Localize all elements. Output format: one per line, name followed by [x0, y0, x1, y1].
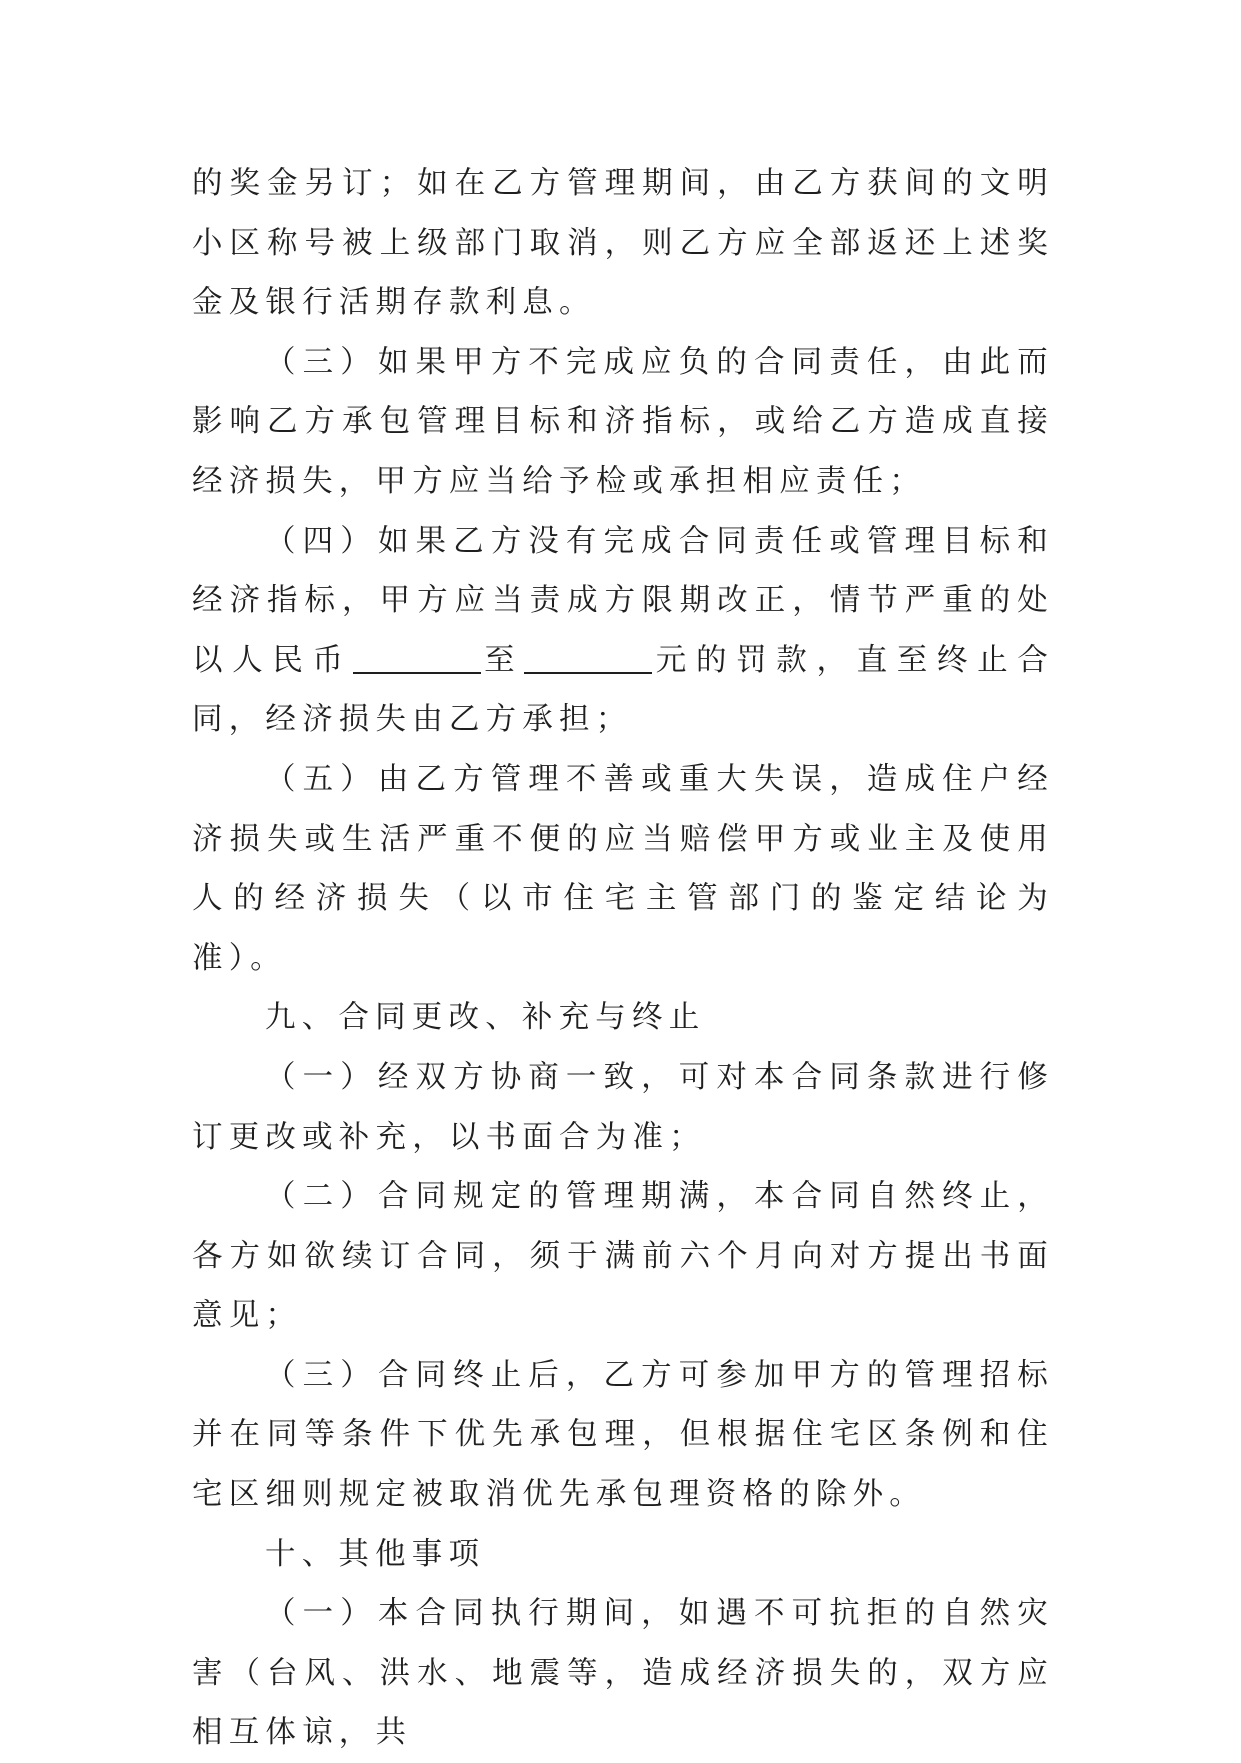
section-9-heading: 九、合同更改、补充与终止 [265, 1000, 706, 1036]
fine-amount-blank-min-cont [417, 642, 481, 674]
paragraph-clause-4 [192, 512, 1054, 750]
contract-body [192, 154, 1054, 1763]
fine-amount-blank-max [524, 642, 652, 674]
paragraph-section-10-item-1: （一）本合同执行期间，如遇不可抗拒的自然灾害（台风、洪水、地震等，造成经济损失的，双方应相互体谅，共 [192, 1596, 1054, 1751]
paragraph-clause-5: （五）由乙方管理不善或重大失误，造成住户经济损失或生活严重不便的应当赔偿甲方或业主及使用人的经济损失（以市住宅主管部门的鉴定结论为准）。 [192, 761, 1054, 976]
clause-4-text-end: 元的罚款，直至终止合同，经济损失由乙方承担； [192, 642, 1054, 738]
paragraph-section-9-item-3: （三）合同终止后，乙方可参加甲方的管理招标并在同等条件下优先承包理，但根据住宅区条例和住宅区细则规定被取消优先承包理资格的除外。 [192, 1357, 1054, 1513]
paragraph-bonus-continuation: 的奖金另订；如在乙方管理期间，由乙方获间的文明小区称号被上级部门取消，则乙方应全部返还上述奖金及银行活期存款利息。 [192, 166, 1054, 321]
clause-4-text-start: （四）如果乙方没有完成合同责任或管理目标和经济指标，甲方应当责成方限期改正，情节严重的处以人民币 [192, 523, 1054, 678]
paragraph-clause-3: （三）如果甲方不完成应负的合同责任，由此而影响乙方承包管理目标和济指标，或给乙方造成直接经济损失，甲方应当给予检或承担相应责任； [192, 344, 1054, 499]
paragraph-section-9-item-2: （二）合同规定的管理期满，本合同自然终止，各方如欲续订合同，须于满前六个月向对方提出书面意见； [192, 1179, 1054, 1334]
clause-4-text-to: 至 [480, 642, 525, 678]
section-10-heading: 十、其他事项 [265, 1536, 486, 1572]
paragraph-section-9-item-1: （一）经双方协商一致，可对本合同条款进行修订更改或补充，以书面合为准； [192, 1059, 1054, 1155]
fine-amount-blank-min [353, 642, 417, 674]
